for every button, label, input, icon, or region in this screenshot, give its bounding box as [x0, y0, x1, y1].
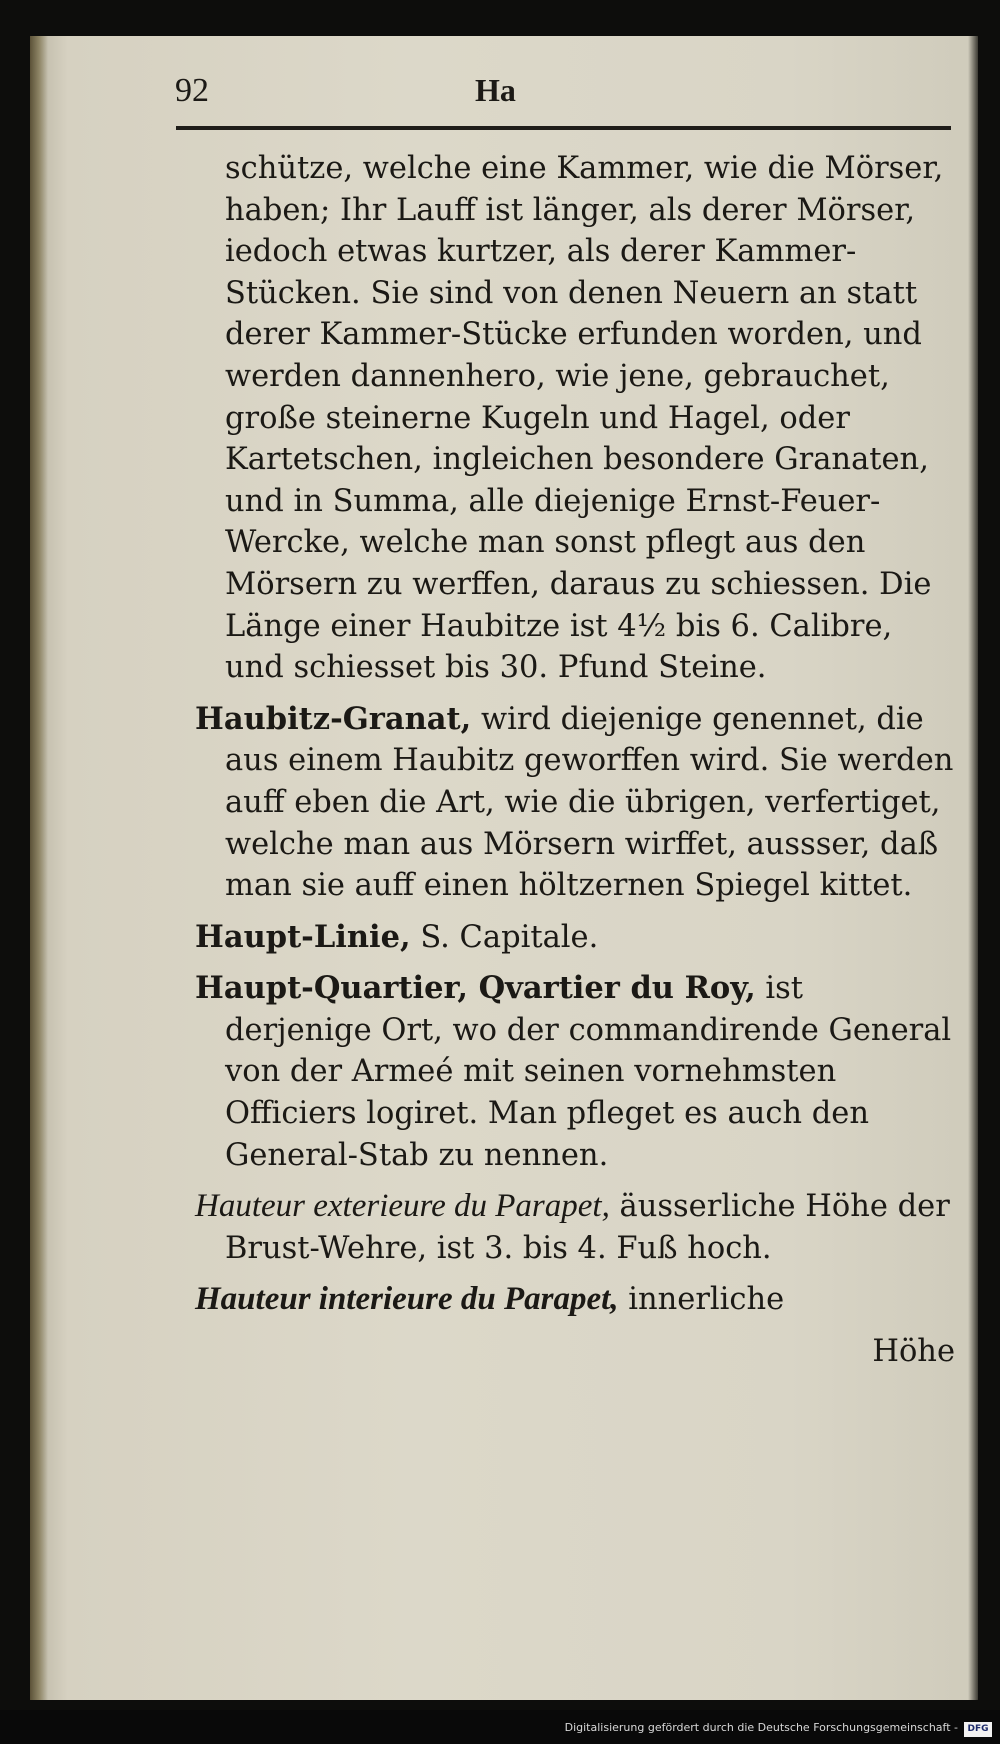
entry-term: Hauteur exterieure du Parapet,	[195, 1188, 610, 1225]
entry-text: wird diejenige genennet, die aus einem Haubitz geworffen wird. Sie werden auff eben die Art, wie die übrigen, verfertiget, welche man aus Mörsern wirffet, aussser, daß man sie auff einen höltzernen Spiegel kittet.	[225, 701, 954, 904]
entry-term: Hauteur interieure du Parapet,	[195, 1281, 619, 1318]
page-edge-shadow	[968, 36, 978, 1700]
catchword: Höhe	[872, 1334, 955, 1370]
footer-credit: Digitalisierung gefördert durch die Deutsche Forschungsgemeinschaft -	[564, 1721, 958, 1734]
dictionary-entry	[195, 699, 955, 907]
dictionary-entry	[195, 917, 955, 959]
page-binding-shadow	[30, 36, 48, 1700]
entry-term: Haubitz-Granat,	[195, 700, 472, 737]
dfg-logo: DFG	[964, 1722, 992, 1737]
dictionary-entry	[195, 1279, 955, 1321]
entry-text: innerliche	[618, 1282, 785, 1318]
page-body	[195, 148, 955, 1373]
header-rule	[176, 126, 951, 130]
continued-paragraph: schütze, welche eine Kammer, wie die Mörser, haben; Ihr Lauff ist länger, als derer Mörser, iedoch etwas kurtzer, als derer Kammer-Stücken. Sie sind von denen Neuern an statt derer Kammer-Stücke erfunden worden, und werden dannenhero, wie jene, gebrauchet, große steinerne Kugeln und Hagel, oder Kartetschen, ingleichen besondere Granaten, und in Summa, alle diejenige Ernst-Feuer-Wercke, welche man sonst pflegt aus den Mörsern zu werffen, daraus zu schiessen. Die Länge einer Haubitze ist 4½ bis 6. Calibre, und schiesset bis 30. Pfund Steine.	[225, 151, 944, 686]
entry-term: Haupt-Linie,	[195, 918, 411, 955]
entry-term: Haupt-Quartier, Qvartier du Roy,	[195, 970, 756, 1007]
page-number: 92	[175, 72, 209, 109]
entry-text: äusserliche Höhe der Brust-Wehre, ist 3. bis 4. Fuß hoch.	[225, 1189, 950, 1266]
dictionary-entry	[195, 968, 955, 1176]
page-header	[175, 72, 910, 112]
entry-text: ist derjenige Ort, wo der commandirende General von der Armeé mit seinen vornehmsten Officiers logiret. Man pfleget es auch den General-Stab zu nennen.	[225, 971, 952, 1173]
footer-bar	[0, 1710, 1000, 1744]
entry-text: S. Capitale.	[410, 919, 599, 955]
dictionary-entry	[195, 1186, 955, 1269]
running-head: Ha	[475, 72, 516, 108]
